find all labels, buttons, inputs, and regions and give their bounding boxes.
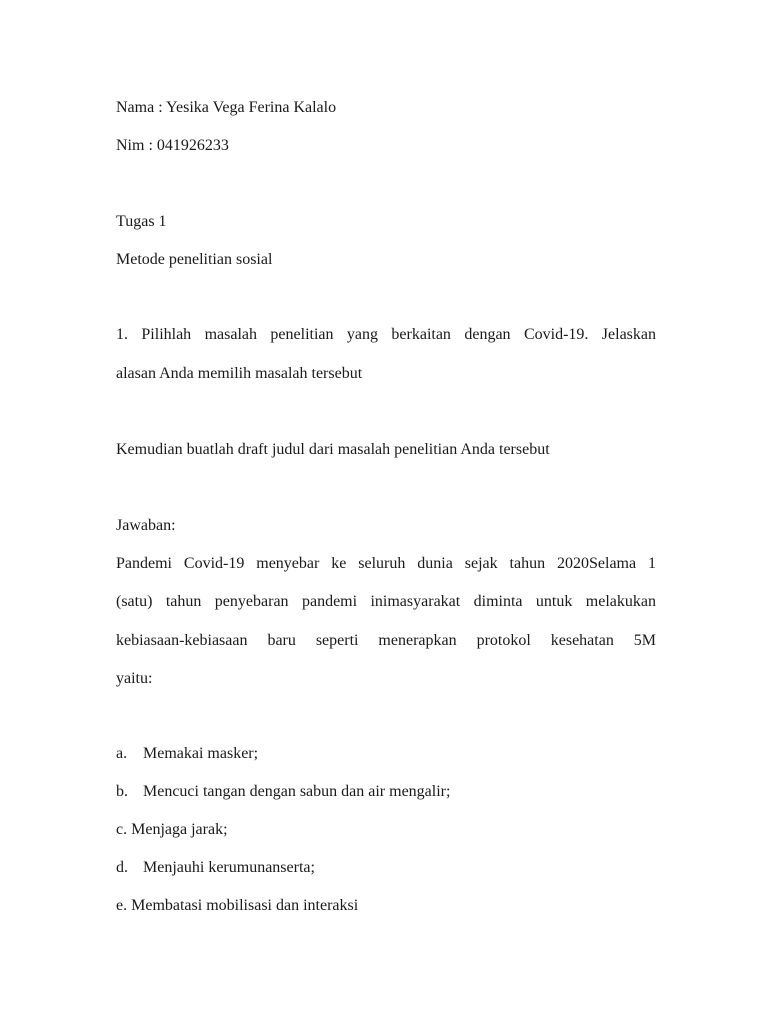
answer-line-3: kebiasaan-kebiasaan baru seperti menerapkan protokol kesehatan 5M (116, 632, 656, 649)
question-line-2: alasan Anda memilih masalah tersebut (116, 365, 363, 382)
answer-line-4: yaitu: (116, 670, 153, 687)
list-text: Membatasi mobilisasi dan interaksi (131, 897, 359, 914)
list-marker: c. (116, 821, 128, 838)
list-text: Menjaga jarak; (131, 821, 228, 838)
list-item (116, 744, 258, 764)
list-text: Memakai masker; (143, 745, 259, 762)
list-marker: a. (116, 745, 128, 762)
question-followup: Kemudian buatlah draft judul dari masalah penelitian Anda tersebut (116, 441, 550, 458)
list-item (116, 896, 358, 916)
answer-line-1: Pandemi Covid-19 menyebar ke seluruh dunia sejak tahun 2020Selama 1 (116, 555, 656, 572)
list-marker: e. (116, 897, 128, 914)
student-nim: Nim : 041926233 (116, 137, 229, 154)
list-text: Menjauhi kerumunanserta; (143, 859, 315, 876)
question-line-1: 1. Pilihlah masalah penelitian yang berkaitan dengan Covid-19. Jelaskan (116, 326, 656, 343)
list-item (116, 782, 450, 802)
answer-label: Jawaban: (116, 517, 176, 534)
list-text: Mencuci tangan dengan sabun dan air mengalir; (143, 783, 451, 800)
list-marker: b. (116, 783, 128, 800)
list-item (116, 858, 315, 878)
assignment-subject: Metode penelitian sosial (116, 251, 273, 268)
answer-line-2: (satu) tahun penyebaran pandemi inimasyarakat diminta untuk melakukan (116, 593, 656, 610)
student-name: Nama : Yesika Vega Ferina Kalalo (116, 99, 337, 116)
list-marker: d. (116, 859, 128, 876)
list-item (116, 820, 228, 840)
assignment-title: Tugas 1 (116, 213, 167, 230)
